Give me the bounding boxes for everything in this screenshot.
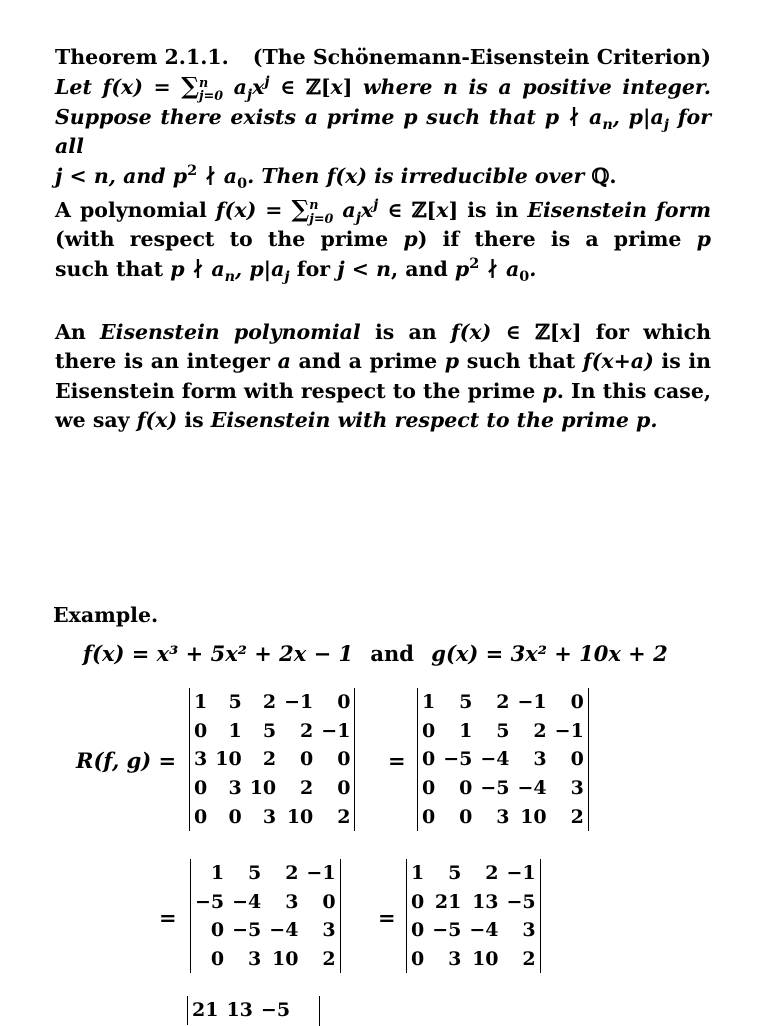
matrix-cell: −5 — [232, 919, 262, 942]
def1-text-e: such that — [55, 256, 164, 281]
matrix-cell: 0 — [322, 890, 336, 913]
def2-text-d: and a prime — [298, 349, 438, 374]
matrix-cell: 10 — [472, 948, 499, 971]
matrix-cell: 5 — [496, 719, 510, 742]
matrix-cell: 0 — [228, 805, 242, 828]
def2-term2: Eisenstein with respect to the prime — [210, 408, 629, 433]
matrix-cell: 5 — [228, 691, 242, 714]
matrix-cell: 21 — [192, 999, 219, 1022]
matrix-cell: 2 — [496, 691, 510, 714]
and-text: and — [370, 641, 414, 666]
determinant-2 — [417, 688, 589, 831]
matrix-cell: −5 — [480, 777, 510, 800]
matrix-row — [418, 717, 588, 746]
def2-text-f: is in Eisenstein form with respect to the prime — [55, 349, 712, 403]
matrix-row — [190, 745, 354, 774]
matrix-cell: 0 — [422, 805, 436, 828]
matrix-cell: 0 — [210, 948, 225, 971]
matrix-cell: 2 — [533, 719, 547, 742]
theorem-p: p — [403, 104, 418, 129]
matrix-cell: −1 — [321, 719, 351, 742]
matrix-cell: 0 — [194, 719, 208, 742]
matrix-cell: 3 — [570, 777, 584, 800]
matrix-cell: 1 — [210, 862, 225, 885]
def1-cond-1: p ∤ $a_n$, $p|a_j$ — [170, 256, 290, 285]
matrix-row — [418, 802, 588, 831]
matrix-row — [418, 774, 588, 803]
matrix-cell: 10 — [286, 805, 314, 828]
def2-term: Eisenstein polynomial — [100, 320, 361, 344]
def2-text-e: such that — [466, 349, 576, 374]
theorem-irreducible: is irreducible over — [374, 163, 585, 188]
def1-formula: f(x) = ∑ n j=0 $a_jx^j$ ∈ ℤ[x] — [215, 195, 459, 227]
theorem-name: (The Schönemann-Eisenstein Criterion) — [252, 45, 711, 69]
matrix-row — [190, 802, 354, 831]
matrix-cell: −4 — [232, 890, 262, 913]
matrix-cell: 0 — [570, 748, 584, 771]
matrix-row — [188, 996, 294, 1025]
matrix-cell: 10 — [520, 805, 547, 828]
matrix-cell: −4 — [469, 919, 499, 942]
resultant-label: R(f, g) = — [76, 748, 177, 773]
theorem-suppose: Suppose there exists a prime — [55, 104, 395, 129]
matrix-cell: 0 — [194, 777, 208, 800]
theorem-formula: f(x) = ∑ n j=0 $a_jx^j$ ∈ ℤ[x] — [102, 72, 353, 104]
matrix-cell: 0 — [337, 777, 351, 800]
matrix-cell: 3 — [522, 919, 536, 942]
matrix-cell: 0 — [422, 748, 436, 771]
def2-text-h: is — [184, 408, 204, 433]
determinant-3 — [190, 859, 341, 973]
matrix-cell: 2 — [262, 691, 277, 714]
determinant-5-right-bar — [319, 996, 320, 1026]
matrix-cell: −1 — [506, 862, 536, 885]
matrix-row — [407, 916, 540, 945]
matrix-cell: 3 — [533, 748, 547, 771]
matrix-cell: 1 — [459, 719, 473, 742]
matrix-cell: 2 — [485, 862, 499, 885]
matrix-cell: 0 — [411, 890, 425, 913]
theorem-positive: is a positive integer. — [468, 75, 711, 100]
matrix-cell: 10 — [249, 777, 277, 800]
matrix-cell: 5 — [262, 719, 277, 742]
matrix-cell: 21 — [434, 890, 462, 913]
matrix-cell: 0 — [422, 777, 436, 800]
matrix-cell: 3 — [496, 805, 510, 828]
theorem-and: and — [123, 163, 166, 188]
def1-cond-3: $p^2$ ∤ $a_0$. — [454, 255, 537, 285]
determinant-1 — [189, 688, 355, 831]
example-label: Example. — [53, 603, 159, 627]
matrix-cell: 0 — [194, 805, 208, 828]
rationals-symbol: ℚ. — [591, 163, 617, 188]
def1-text-a: A polynomial — [55, 198, 207, 222]
theorem-condition-2: j < n, — [55, 163, 116, 188]
def2-fxa: f(x+a) — [582, 349, 654, 374]
matrix-row — [190, 774, 354, 803]
matrix-cell: −1 — [284, 691, 314, 714]
matrix-cell: 3 — [448, 948, 462, 971]
matrix-cell: −4 — [517, 777, 547, 800]
def2-text-g: . In this case, we say — [55, 378, 712, 433]
matrix-cell: −5 — [432, 919, 462, 942]
matrix-row — [418, 688, 588, 717]
theorem-label: Theorem 2.1.1. — [55, 45, 229, 69]
def2-text-a: An — [55, 320, 86, 344]
matrix-row — [190, 717, 354, 746]
matrix-cell: −5 — [443, 748, 473, 771]
def1-text-g: , and — [390, 256, 448, 281]
matrix-cell: 2 — [322, 948, 336, 971]
theorem-let: Let — [55, 75, 92, 100]
def1-text-d: ) if there is a prime — [417, 227, 682, 252]
matrix-cell: −5 — [260, 999, 291, 1022]
matrix-cell: 2 — [262, 748, 277, 771]
theorem-condition-1: p ∤ $a_n$, $p|a_j$ — [544, 104, 669, 133]
matrix-cell: 3 — [248, 948, 262, 971]
matrix-cell: 10 — [215, 748, 242, 771]
definition-eisenstein-form: A polynomial f(x) = ∑ n j=0 $a_jx^j$ ∈ ℤ[x] is in Eisenstein form (with respect to the prime p) if there is a prime p such that p ∤ $a_n$, $p|a_j$ for j < n, and $p^2$ ∤ $a_0$. — [55, 195, 712, 285]
matrix-row — [418, 745, 588, 774]
matrix-row — [191, 859, 340, 888]
matrix-cell: 2 — [285, 862, 299, 885]
def2-fx-in-zx: f(x) ∈ ℤ[x] — [450, 320, 582, 344]
matrix-cell: 1 — [422, 691, 436, 714]
def1-text-f: for — [296, 256, 331, 281]
matrix-cell: 3 — [262, 805, 277, 828]
equals-sign-2: = — [159, 905, 177, 930]
matrix-cell: 0 — [411, 948, 425, 971]
definition-eisenstein-polynomial: An Eisenstein polynomial is an f(x) ∈ ℤ[x] for which there is an integer a and a prime p such that f(x+a) is in Eisenstein form with respect to the prime p. In this case, we say f(x) is Eisenstein with respect to the prime p. — [55, 320, 712, 433]
determinant-4 — [406, 859, 541, 973]
matrix-cell: −1 — [554, 719, 584, 742]
theorem-n: n — [443, 75, 458, 100]
matrix-row — [191, 916, 340, 945]
g-expression: g(x) = 3x² + 10x + 2 — [431, 641, 668, 666]
matrix-cell: 3 — [194, 748, 208, 771]
theorem-where: where — [363, 75, 433, 100]
matrix-cell: 5 — [459, 691, 473, 714]
matrix-cell: −5 — [506, 890, 536, 913]
matrix-cell: 0 — [411, 919, 425, 942]
matrix-cell: 2 — [522, 948, 536, 971]
theorem-then: Then — [261, 163, 320, 188]
matrix-cell: 10 — [271, 948, 299, 971]
matrix-cell: 0 — [459, 777, 473, 800]
matrix-cell: −5 — [195, 890, 225, 913]
matrix-cell: 1 — [228, 719, 242, 742]
theorem-fx: f(x) — [326, 163, 368, 188]
matrix-cell: 13 — [472, 890, 499, 913]
def1-text-b: is in — [467, 198, 519, 222]
matrix-cell: 5 — [448, 862, 462, 885]
matrix-cell: 0 — [422, 719, 436, 742]
matrix-cell: 3 — [228, 777, 242, 800]
matrix-cell: 2 — [337, 805, 351, 828]
def2-text-b: is an — [374, 320, 437, 344]
equals-sign-1: = — [388, 748, 406, 773]
matrix-cell: −4 — [269, 919, 299, 942]
matrix-cell: −1 — [306, 862, 336, 885]
theorem-for-all: for all — [55, 104, 711, 159]
theorem-condition-3: $p^2$ ∤ $a_0$. — [172, 162, 255, 192]
matrix-row — [190, 688, 354, 717]
theorem-paragraph — [55, 43, 711, 191]
matrix-row — [191, 888, 340, 917]
theorem-such-that: such that — [426, 104, 536, 129]
matrix-cell: 0 — [300, 748, 314, 771]
determinant-5-partial — [187, 996, 294, 1025]
matrix-cell: 2 — [300, 719, 314, 742]
equals-sign-3: = — [378, 905, 396, 930]
matrix-row — [407, 888, 540, 917]
def2-text-c: for which there is an integer — [55, 320, 712, 374]
matrix-cell: 2 — [300, 777, 314, 800]
matrix-cell: 0 — [570, 691, 584, 714]
matrix-cell: 3 — [322, 919, 336, 942]
matrix-row — [191, 945, 340, 974]
matrix-cell: 2 — [570, 805, 584, 828]
example-polynomials — [83, 641, 668, 666]
def1-cond-2: j < n — [337, 256, 391, 281]
matrix-cell: 0 — [337, 748, 351, 771]
def1-text-c: (with respect to the prime — [55, 227, 389, 252]
def1-term: Eisenstein form — [527, 198, 712, 222]
matrix-cell: 5 — [248, 862, 262, 885]
f-expression: f(x) = x³ + 5x² + 2x − 1 — [83, 641, 354, 666]
matrix-row — [407, 859, 540, 888]
matrix-cell: −1 — [517, 691, 547, 714]
matrix-cell: 1 — [411, 862, 425, 885]
matrix-row — [407, 945, 540, 974]
matrix-cell: −4 — [480, 748, 510, 771]
matrix-cell: 0 — [337, 691, 351, 714]
matrix-cell: 0 — [210, 919, 225, 942]
matrix-cell: 0 — [459, 805, 473, 828]
matrix-cell: 1 — [194, 691, 208, 714]
matrix-cell: 3 — [285, 890, 299, 913]
matrix-cell: 13 — [226, 999, 253, 1022]
